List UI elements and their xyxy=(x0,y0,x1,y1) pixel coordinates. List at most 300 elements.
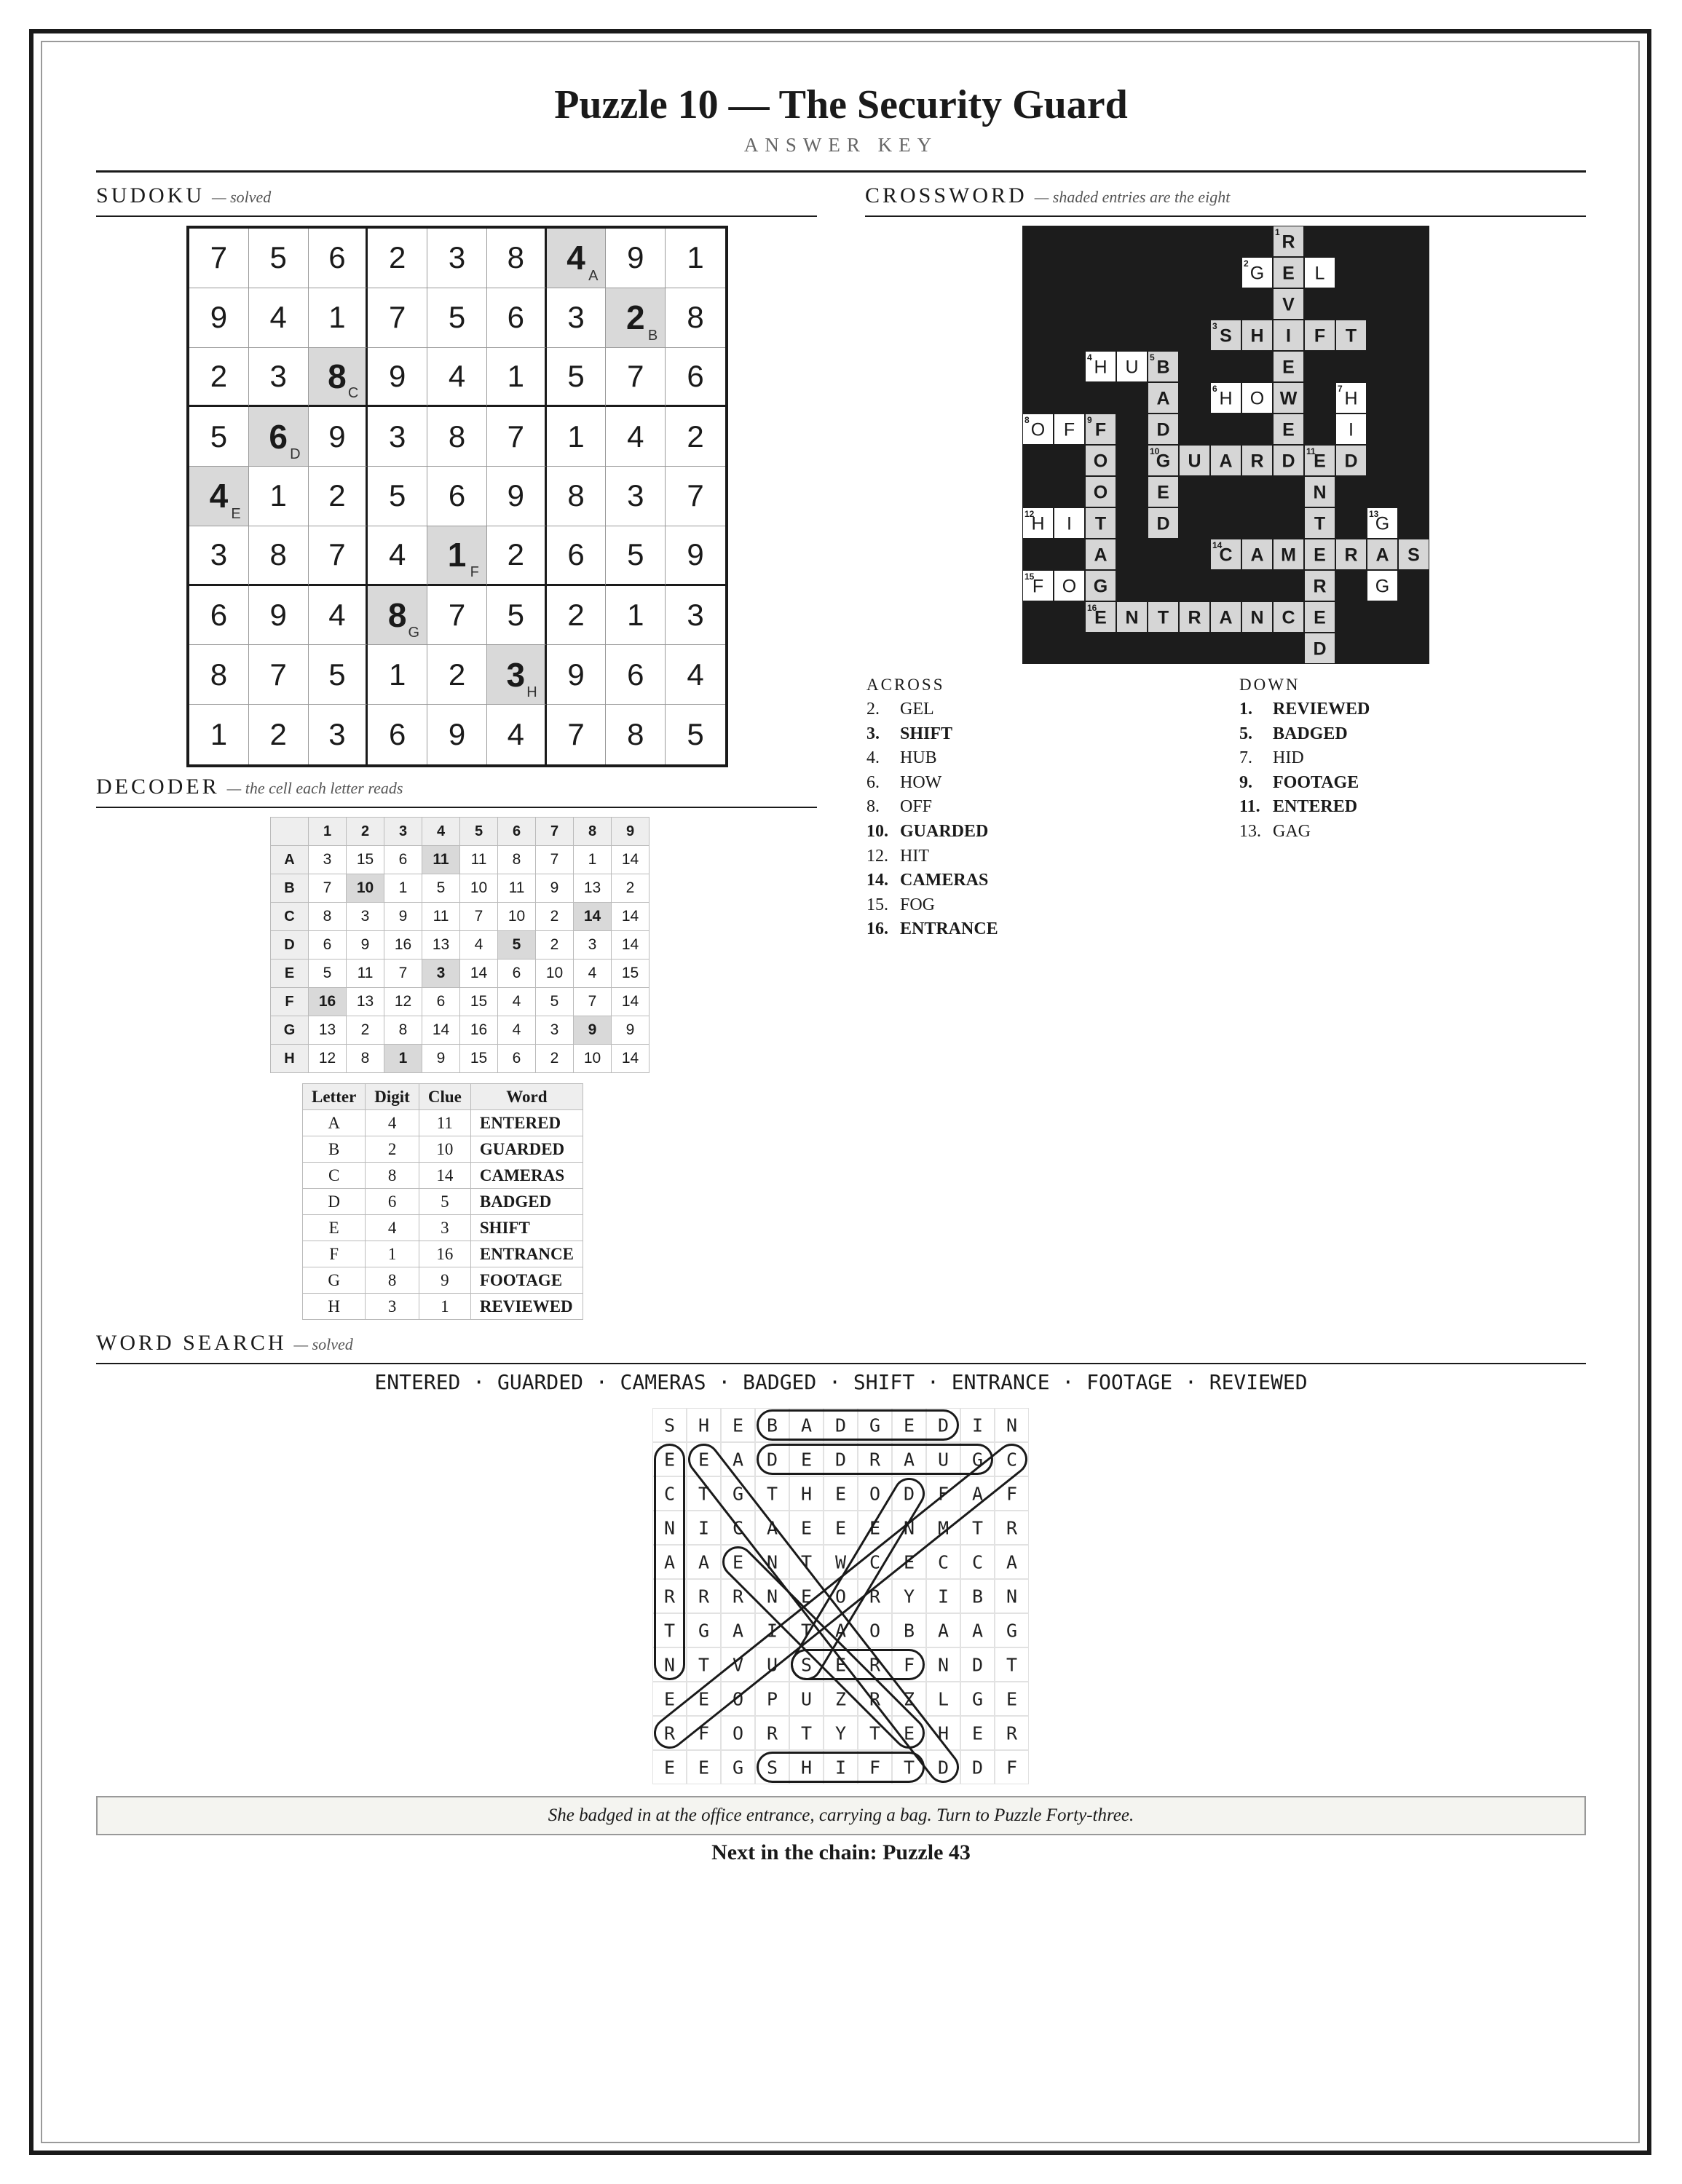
crossword-letter: T xyxy=(1314,513,1326,534)
crossword-cell xyxy=(1274,320,1303,350)
sudoku-cell xyxy=(309,288,368,348)
crossword-clue-number: 7 xyxy=(1338,384,1343,394)
sudoku-cell xyxy=(606,586,666,646)
word-search-cell xyxy=(653,1648,687,1682)
word-search-title: WORD SEARCH xyxy=(96,1331,287,1355)
decoder-cell: 1 xyxy=(384,1045,422,1073)
sudoku-cell xyxy=(606,348,666,408)
decoder-cell: 7 xyxy=(460,903,498,931)
crossword-letter: G xyxy=(1375,513,1390,534)
sudoku-cell xyxy=(606,645,666,705)
clue-number: 1. xyxy=(1239,700,1252,719)
crossword-letter: M xyxy=(1281,545,1296,566)
word-search-cell xyxy=(927,1648,960,1682)
crossword-letter: E xyxy=(1282,357,1295,378)
sudoku-digit: 5 xyxy=(210,419,228,454)
decoder-cell: 14 xyxy=(612,903,649,931)
key-column-header: Word xyxy=(470,1084,583,1110)
word-search-letter: E xyxy=(698,1757,710,1779)
page-subtitle: ANSWER KEY xyxy=(743,134,939,156)
crossword-cell xyxy=(1274,226,1303,256)
crossword-cell xyxy=(1305,571,1335,601)
sudoku-digit: 5 xyxy=(269,240,287,275)
word-search-cell xyxy=(687,1614,721,1647)
word-search-letter: R xyxy=(1006,1517,1018,1539)
decoder-row xyxy=(271,931,649,960)
crossword-cell xyxy=(1211,383,1241,413)
word-search-cell xyxy=(927,1546,960,1579)
word-search-letter: D xyxy=(903,1483,915,1505)
word-search-cell xyxy=(927,1443,960,1476)
word-search-letter: S xyxy=(663,1415,676,1436)
word-search-cell xyxy=(790,1477,824,1511)
key-cell: A xyxy=(303,1110,366,1136)
crossword-cell xyxy=(1148,477,1178,507)
sudoku-digit: 3 xyxy=(448,240,466,275)
sudoku-digit: 1 xyxy=(447,536,467,574)
decoder-table xyxy=(270,817,649,1073)
sudoku-digit: 9 xyxy=(627,240,644,275)
sudoku-cell xyxy=(666,288,725,348)
down-clue xyxy=(1239,697,1370,722)
across-heading: ACROSS xyxy=(866,676,945,694)
crossword-cell xyxy=(1274,383,1303,413)
word-search-cell xyxy=(824,1717,858,1750)
crossword-grid xyxy=(1022,226,1429,664)
sudoku-digit: 5 xyxy=(389,478,406,513)
word-search-letter: C xyxy=(663,1483,676,1505)
word-search-letter: E xyxy=(800,1517,813,1539)
crossword-clue-number: 13 xyxy=(1369,509,1379,519)
sudoku-digit: 9 xyxy=(328,419,346,454)
word-search-cell xyxy=(653,1409,687,1442)
sudoku-digit: 5 xyxy=(448,300,466,335)
word-search-cell xyxy=(756,1751,789,1784)
decoder-cell: 7 xyxy=(309,874,347,903)
sudoku-cell-letter: C xyxy=(347,385,359,402)
sudoku-cell xyxy=(368,407,427,467)
word-search-letter: D xyxy=(834,1449,847,1471)
sudoku-cell xyxy=(427,526,487,586)
sudoku-digit: 2 xyxy=(567,598,585,633)
sudoku-digit: 7 xyxy=(627,358,644,393)
sudoku-cell xyxy=(547,705,607,764)
sudoku-cell xyxy=(547,288,607,348)
sudoku-cell xyxy=(309,467,368,526)
sudoku-digit: 6 xyxy=(627,657,644,692)
word-search-cell xyxy=(653,1443,687,1476)
decoder-cell: 10 xyxy=(347,874,384,903)
hidden-message: She badged in at the office entrance, carrying a bag. Turn to Puzzle Forty-three. xyxy=(96,1796,1586,1835)
word-search-cell xyxy=(893,1580,926,1613)
crossword-letter: R xyxy=(1344,545,1358,566)
crossword-letter: F xyxy=(1094,419,1107,440)
word-search-letter: A xyxy=(766,1517,778,1539)
word-search-cell xyxy=(858,1751,892,1784)
word-search-letter: E xyxy=(971,1722,984,1744)
sudoku-digit: 7 xyxy=(389,300,406,335)
decoder-cell: 15 xyxy=(612,960,649,988)
word-search-cell xyxy=(653,1580,687,1613)
crossword-cell xyxy=(1086,602,1116,632)
sudoku-cell xyxy=(309,705,368,764)
crossword-cell xyxy=(1305,258,1335,288)
clue-text: GEL xyxy=(900,700,934,719)
word-search-cell xyxy=(824,1751,858,1784)
word-search-letter: T xyxy=(971,1517,984,1539)
crossword-letter: T xyxy=(1094,513,1107,534)
decoder-cell: 10 xyxy=(460,874,498,903)
crossword-letter: G xyxy=(1156,451,1171,472)
decoder-cell: 14 xyxy=(612,988,649,1016)
sudoku-digit: 4 xyxy=(209,477,229,515)
word-search-letter: F xyxy=(869,1757,881,1779)
crossword-clue-number: 11 xyxy=(1306,446,1316,456)
word-search-cell xyxy=(961,1546,995,1579)
word-search-letter: E xyxy=(732,1415,744,1436)
key-cell: F xyxy=(303,1241,366,1267)
decoder-cell: 6 xyxy=(498,960,536,988)
word-search-cell xyxy=(687,1409,721,1442)
word-search-letter: V xyxy=(732,1654,744,1676)
word-search-letter: T xyxy=(800,1551,813,1573)
crossword-cell xyxy=(1242,602,1272,632)
decoder-row xyxy=(271,1016,649,1045)
sudoku-cell xyxy=(666,705,725,764)
word-search-letter: N xyxy=(766,1586,778,1607)
word-search-cell xyxy=(653,1546,687,1579)
decoder-cell: 1 xyxy=(384,874,422,903)
decoder-cell: 14 xyxy=(574,903,612,931)
key-row xyxy=(303,1294,583,1320)
crossword-letter: G xyxy=(1249,263,1265,284)
sudoku-cell xyxy=(547,526,607,586)
word-search-letter: R xyxy=(869,1654,881,1676)
crossword-cell xyxy=(1211,602,1241,632)
word-search-letter: D xyxy=(834,1415,847,1436)
crossword-cell xyxy=(1086,477,1116,507)
word-search-cell xyxy=(995,1511,1029,1545)
word-search-cell xyxy=(790,1511,824,1545)
decoder-cell: 11 xyxy=(460,846,498,874)
decoder-cell: 1 xyxy=(574,846,612,874)
sudoku-digit: 4 xyxy=(269,300,287,335)
decoder-cell: 9 xyxy=(612,1016,649,1045)
word-search-cell xyxy=(961,1614,995,1647)
clue-number: 7. xyxy=(1239,748,1252,768)
sudoku-cell xyxy=(189,586,249,646)
crossword-letter: O xyxy=(1062,576,1077,597)
down-clue xyxy=(1239,795,1370,820)
down-clue xyxy=(1239,722,1370,747)
word-search-letter: F xyxy=(903,1654,915,1676)
crossword-cell xyxy=(1086,539,1116,569)
sudoku-cell xyxy=(487,526,547,586)
sudoku-cell xyxy=(249,229,309,288)
decoder-row xyxy=(271,988,649,1016)
decoder-note: — the cell each letter reads xyxy=(226,779,403,797)
decoder-cell: 11 xyxy=(498,874,536,903)
sudoku-cell xyxy=(427,288,487,348)
crossword-letter: E xyxy=(1314,545,1326,566)
crossword-cell xyxy=(1274,258,1303,288)
word-search-letter: E xyxy=(663,1757,676,1779)
crossword-cell xyxy=(1336,539,1366,569)
decoder-cell: 12 xyxy=(384,988,422,1016)
sudoku-cell xyxy=(368,229,427,288)
sudoku-cell xyxy=(368,467,427,526)
word-search-cell xyxy=(756,1682,789,1716)
word-search-letter: S xyxy=(800,1654,813,1676)
word-search-cell xyxy=(722,1443,755,1476)
sudoku-cell xyxy=(427,407,487,467)
crossword-clue-number: 10 xyxy=(1150,446,1160,456)
decoder-cell: 10 xyxy=(536,960,574,988)
word-search-letter: R xyxy=(663,1586,676,1607)
word-search-cell xyxy=(824,1546,858,1579)
crossword-letter: D xyxy=(1313,638,1327,660)
sudoku-cell xyxy=(487,586,547,646)
crossword-cell xyxy=(1274,602,1303,632)
word-search-letter: G xyxy=(971,1688,984,1710)
word-search-letter: A xyxy=(937,1620,949,1642)
clue-text: HID xyxy=(1273,748,1304,768)
crossword-cell xyxy=(1211,446,1241,475)
word-search-cell xyxy=(790,1717,824,1750)
word-search-cell xyxy=(995,1614,1029,1647)
decoder-cell: 7 xyxy=(384,960,422,988)
decoder-cell: 6 xyxy=(498,1045,536,1073)
word-search-letter: N xyxy=(1006,1415,1018,1436)
crossword-cell xyxy=(1336,320,1366,350)
word-search-letter: A xyxy=(971,1483,984,1505)
clue-number: 5. xyxy=(1239,724,1252,743)
sudoku-heading xyxy=(96,183,817,217)
crossword-letter: U xyxy=(1125,357,1139,378)
crossword-letter: W xyxy=(1279,388,1298,409)
decoder-cell: 13 xyxy=(347,988,384,1016)
sudoku-digit: 6 xyxy=(507,300,524,335)
sudoku-cell-letter: A xyxy=(588,267,599,284)
decoder-cell: 9 xyxy=(347,931,384,960)
word-search-letter: C xyxy=(869,1551,881,1573)
key-cell: E xyxy=(303,1215,366,1241)
word-search-cell xyxy=(722,1546,755,1579)
crossword-letter: H xyxy=(1250,325,1264,347)
word-search-cell xyxy=(893,1614,926,1647)
sudoku-digit: 9 xyxy=(210,300,228,335)
decoder-row-letter: G xyxy=(271,1016,309,1045)
decoder-row xyxy=(271,1045,649,1073)
clue-text: FOG xyxy=(900,895,936,914)
decoder-cell: 11 xyxy=(347,960,384,988)
word-search-cell xyxy=(858,1648,892,1682)
crossword-cell xyxy=(1242,539,1272,569)
sudoku-cell xyxy=(249,288,309,348)
key-cell: ENTRANCE xyxy=(470,1241,583,1267)
crossword-letter: A xyxy=(1156,388,1170,409)
clue-number: 11. xyxy=(1239,797,1260,817)
sudoku-digit: 2 xyxy=(626,298,645,337)
word-search-letter: A xyxy=(903,1449,915,1471)
crossword-letter: E xyxy=(1314,607,1326,628)
word-search-letter: F xyxy=(698,1722,710,1744)
crossword-clue-number: 6 xyxy=(1212,384,1217,394)
word-search-cell xyxy=(858,1409,892,1442)
word-search-letter: B xyxy=(903,1620,915,1642)
word-search-cell xyxy=(722,1409,755,1442)
crossword-letter: F xyxy=(1314,325,1326,347)
sudoku-digit: 8 xyxy=(269,537,287,572)
crossword-clue-number: 1 xyxy=(1275,227,1280,237)
word-search-cell xyxy=(756,1477,789,1511)
decoder-column-header: 7 xyxy=(536,818,574,846)
sudoku-cell xyxy=(606,288,666,348)
crossword-cell xyxy=(1242,383,1272,413)
decoder-row xyxy=(271,903,649,931)
decoder-cell: 5 xyxy=(536,988,574,1016)
word-search-letter: N xyxy=(903,1517,915,1539)
word-search-letter: D xyxy=(971,1757,984,1779)
key-cell: 11 xyxy=(419,1110,470,1136)
word-search-cell xyxy=(927,1511,960,1545)
sudoku-cell xyxy=(547,586,607,646)
sudoku-digit: 8 xyxy=(448,419,466,454)
sudoku-cell xyxy=(249,645,309,705)
crossword-cell xyxy=(1211,320,1241,350)
sudoku-digit: 2 xyxy=(507,537,524,572)
key-cell: CAMERAS xyxy=(470,1163,583,1189)
crossword-letter: O xyxy=(1093,482,1108,503)
crossword-cell xyxy=(1117,602,1147,632)
sudoku-cell xyxy=(427,467,487,526)
sudoku-digit: 3 xyxy=(627,478,644,513)
sudoku-digit: 5 xyxy=(328,657,346,692)
across-clue xyxy=(866,697,998,722)
clue-number: 4. xyxy=(866,748,880,768)
crossword-letter: I xyxy=(1286,325,1291,347)
crossword-clue-number: 16 xyxy=(1087,603,1097,613)
word-search-letter: R xyxy=(869,1586,881,1607)
word-search-letter: A xyxy=(800,1415,813,1436)
crossword-cell xyxy=(1148,383,1178,413)
decoder-row-letter: F xyxy=(271,988,309,1016)
decoder-cell: 4 xyxy=(574,960,612,988)
sudoku-digit: 3 xyxy=(687,598,704,633)
decoder-cell: 12 xyxy=(309,1045,347,1073)
sudoku-cell xyxy=(309,586,368,646)
crossword-letter: A xyxy=(1219,607,1233,628)
sudoku-cell xyxy=(249,407,309,467)
decoder-row-letter: A xyxy=(271,846,309,874)
key-cell: 1 xyxy=(419,1294,470,1320)
crossword-letter: S xyxy=(1220,325,1232,347)
crossword-letter: C xyxy=(1282,607,1295,628)
word-search-letter: G xyxy=(1006,1620,1018,1642)
word-search-letter: C xyxy=(971,1551,984,1573)
sudoku-cell-letter: G xyxy=(408,625,420,641)
key-column-header: Digit xyxy=(366,1084,419,1110)
word-search-letter: G xyxy=(732,1757,744,1779)
decoder-cell: 3 xyxy=(347,903,384,931)
decoder-cell: 8 xyxy=(498,846,536,874)
key-row xyxy=(303,1163,583,1189)
crossword-clue-number: 3 xyxy=(1212,321,1217,331)
decoder-cell: 5 xyxy=(422,874,460,903)
key-row xyxy=(303,1241,583,1267)
word-search-letter: E xyxy=(800,1449,813,1471)
word-search-cell xyxy=(653,1717,687,1750)
sudoku-digit: 5 xyxy=(687,717,704,752)
sudoku-cell xyxy=(309,348,368,408)
sudoku-cell xyxy=(487,705,547,764)
decoder-row-letter: D xyxy=(271,931,309,960)
sudoku-cell xyxy=(547,407,607,467)
crossword-letter: E xyxy=(1282,419,1295,440)
page-title: Puzzle 10 — The Security Guard xyxy=(554,82,1128,127)
word-search-letter: E xyxy=(698,1688,710,1710)
sudoku-digit: 2 xyxy=(328,478,346,513)
word-search-letter: L xyxy=(937,1688,949,1710)
word-search-cell xyxy=(961,1717,995,1750)
across-clue xyxy=(866,893,998,918)
sudoku-digit: 7 xyxy=(567,717,585,752)
word-search-cell xyxy=(995,1751,1029,1784)
word-search-letter: D xyxy=(937,1415,949,1436)
sudoku-cell-letter: E xyxy=(231,505,241,522)
word-search-letter: E xyxy=(834,1517,847,1539)
word-search-cell xyxy=(893,1751,926,1784)
sudoku-cell-letter: D xyxy=(290,446,301,463)
crossword-letter: A xyxy=(1375,545,1389,566)
key-row xyxy=(303,1110,583,1136)
sudoku-cell xyxy=(249,467,309,526)
decoder-heading xyxy=(96,775,817,808)
key-column-header: Letter xyxy=(303,1084,366,1110)
sudoku-digit: 6 xyxy=(328,240,346,275)
crossword-cell xyxy=(1023,571,1053,601)
sudoku-cell xyxy=(487,645,547,705)
sudoku-cell xyxy=(189,467,249,526)
decoder-cell: 13 xyxy=(422,931,460,960)
word-search-cell xyxy=(927,1409,960,1442)
sudoku-digit: 9 xyxy=(448,717,466,752)
key-cell: C xyxy=(303,1163,366,1189)
sudoku-digit: 2 xyxy=(389,240,406,275)
word-search-letter: I xyxy=(937,1586,949,1607)
across-clue xyxy=(866,820,998,844)
sudoku-cell xyxy=(487,288,547,348)
decoder-cell: 6 xyxy=(422,988,460,1016)
word-search-cell xyxy=(858,1477,892,1511)
word-search-cell xyxy=(722,1648,755,1682)
word-search-letter: O xyxy=(732,1688,744,1710)
title-rule xyxy=(96,170,1586,173)
crossword-cell xyxy=(1336,446,1366,475)
sudoku-digit: 4 xyxy=(687,657,704,692)
sudoku-cell xyxy=(487,348,547,408)
clue-text: HIT xyxy=(900,846,929,866)
clue-number: 9. xyxy=(1239,772,1252,792)
word-search-letter: A xyxy=(732,1620,744,1642)
sudoku-digit: 2 xyxy=(448,657,466,692)
decoder-cell: 7 xyxy=(574,988,612,1016)
sudoku-digit: 8 xyxy=(627,717,644,752)
key-cell: 3 xyxy=(366,1294,419,1320)
sudoku-cell xyxy=(368,288,427,348)
sudoku-digit: 4 xyxy=(448,358,466,393)
sudoku-cell xyxy=(189,288,249,348)
